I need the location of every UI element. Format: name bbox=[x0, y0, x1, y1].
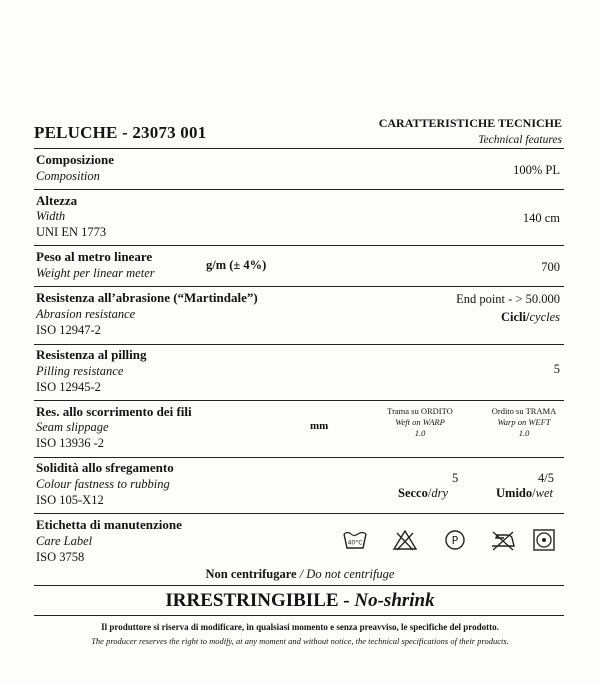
weight-label-en: Weight per linear meter bbox=[36, 266, 155, 280]
dry-en: dry bbox=[431, 486, 449, 500]
disclaimer-it: Il produttore si riserva di modificare, in qualsiasi momento e senza preavviso, le specifiche del prodotto. bbox=[101, 622, 499, 632]
divider bbox=[34, 585, 564, 586]
dry-clean-p-icon bbox=[442, 528, 468, 552]
pilling-label: Resistenza al pilling bbox=[36, 347, 147, 362]
product-title: PELUCHE - 23073 001 bbox=[34, 123, 207, 142]
width-label: Altezza bbox=[36, 193, 78, 208]
rubbing-standard: ISO 105-X12 bbox=[36, 493, 104, 507]
shrink-en: No-shrink bbox=[354, 590, 435, 611]
tumble-dry-icon bbox=[531, 528, 557, 552]
abrasion-cycles bbox=[501, 310, 560, 325]
weft-value: 1.0 bbox=[518, 428, 530, 438]
features-subheading: Technical features bbox=[478, 134, 562, 146]
abrasion-label-en: Abrasion resistance bbox=[36, 307, 136, 321]
shrink-note bbox=[0, 590, 600, 612]
rubbing-wet-value: 4/5 bbox=[538, 471, 554, 485]
centrifuge-note bbox=[0, 567, 600, 582]
shrink-it: IRRESTRINGIBILE - bbox=[165, 590, 355, 611]
no-bleach-icon bbox=[392, 528, 418, 552]
rubbing-label: Solidità allo sfregamento bbox=[36, 460, 174, 475]
abrasion-value: End point - > 50.000 bbox=[456, 292, 560, 306]
slippage-label: Res. allo scorrimento dei fili bbox=[36, 404, 192, 419]
wet-it: Umido bbox=[496, 486, 533, 500]
dryclean-letter: P bbox=[451, 534, 459, 547]
pilling-standard: ISO 12945-2 bbox=[36, 380, 101, 394]
abrasion-label: Resistenza all’abrasione (“Martindale”) bbox=[36, 290, 258, 305]
centrifuge-it: Non centrifugare bbox=[205, 567, 297, 581]
centrifuge-en: / Do not centrifuge bbox=[296, 567, 395, 581]
width-value: 140 cm bbox=[522, 211, 560, 225]
warp-value: 1.0 bbox=[414, 428, 426, 438]
weft-label-en: Warp on WEFT bbox=[497, 417, 551, 427]
pilling-label-en: Pilling resistance bbox=[36, 364, 124, 378]
divider bbox=[34, 286, 564, 287]
dry-it: Secco bbox=[398, 486, 428, 500]
composition-label-en: Composition bbox=[36, 169, 100, 183]
warp-label-it: Trama su ORDITO bbox=[387, 406, 453, 416]
weight-value: 700 bbox=[541, 260, 560, 274]
width-label-en: Width bbox=[36, 209, 66, 223]
slippage-unit: mm bbox=[310, 420, 329, 432]
wet-en: wet bbox=[535, 486, 553, 500]
composition-value: 100% PL bbox=[513, 163, 560, 177]
rubbing-wet-label: Umido/wet bbox=[496, 486, 553, 500]
disclaimer-en: The producer reserves the right to modify, at any moment and without notice, the technical specifications of their products. bbox=[91, 636, 509, 646]
care-standard: ISO 3758 bbox=[36, 550, 85, 564]
warp-label-en: Weft on WARP bbox=[395, 417, 445, 427]
rubbing-dry-value: 5 bbox=[452, 471, 459, 485]
wash-temp-text: 40°C bbox=[347, 539, 363, 547]
weight-unit: g/m (± 4%) bbox=[206, 258, 267, 272]
divider bbox=[34, 344, 564, 345]
rubbing-dry-label: Secco/dry bbox=[398, 486, 449, 500]
rubbing-label-en: Colour fastness to rubbing bbox=[36, 477, 170, 491]
divider bbox=[34, 400, 564, 401]
divider bbox=[34, 148, 564, 149]
care-label: Etichetta di manutenzione bbox=[36, 517, 182, 532]
divider bbox=[34, 245, 564, 246]
divider bbox=[34, 513, 564, 514]
pilling-value: 5 bbox=[553, 362, 560, 376]
wash-40-icon bbox=[342, 528, 368, 552]
cycles-en: cycles bbox=[529, 310, 560, 324]
width-standard: UNI EN 1773 bbox=[36, 225, 107, 239]
slippage-label-en: Seam slippage bbox=[36, 420, 109, 434]
abrasion-standard: ISO 12947-2 bbox=[36, 323, 101, 337]
slippage-warp-block bbox=[375, 406, 465, 439]
divider bbox=[34, 457, 564, 458]
features-heading: CARATTERISTICHE TECNICHE bbox=[378, 116, 562, 130]
no-iron-icon bbox=[490, 528, 516, 552]
slippage-weft-block bbox=[480, 406, 568, 439]
cycles-it: Cicli/ bbox=[501, 310, 530, 324]
divider bbox=[34, 615, 564, 616]
slippage-standard: ISO 13936 -2 bbox=[36, 436, 105, 450]
composition-label: Composizione bbox=[36, 152, 114, 167]
weft-label-it: Ordito su TRAMA bbox=[491, 406, 557, 416]
divider bbox=[34, 189, 564, 190]
weight-label: Peso al metro lineare bbox=[36, 249, 153, 264]
care-label-en: Care Label bbox=[36, 534, 93, 548]
